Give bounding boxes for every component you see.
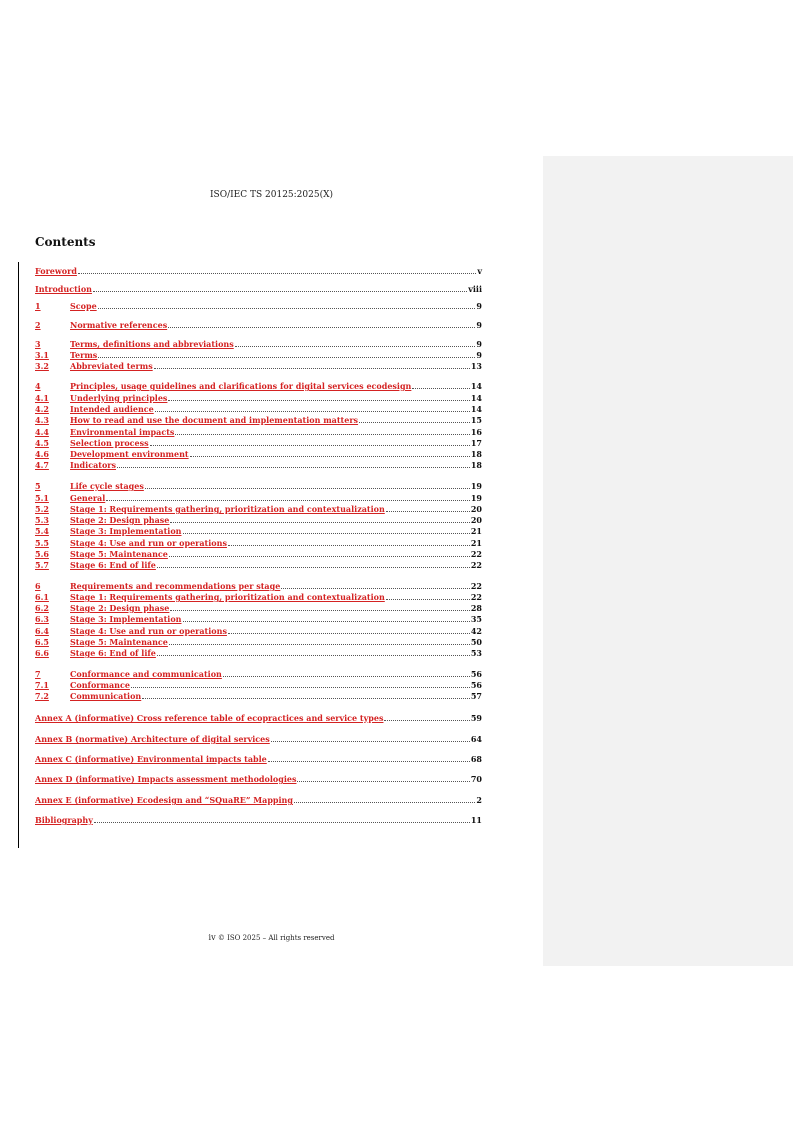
toc-entry-title: Annex D (informative) Impacts assessment methodologies [35,775,297,784]
toc-entry[interactable] [35,450,482,459]
toc-entry-page: 14 [470,393,482,403]
toc-entry[interactable] [35,405,482,414]
toc-dot-leader [98,357,475,358]
toc-entry-title: Stage 5: Maintenance [70,550,168,559]
toc-entry-title: Foreword [35,267,77,276]
toc-entry-link[interactable] [35,505,471,514]
toc-entry-link[interactable] [35,582,471,591]
toc-entry-title: Stage 6: End of life [70,561,156,570]
toc-entry[interactable] [35,362,482,371]
toc-entry-page: 22 [470,549,482,559]
toc-dot-leader [412,388,469,389]
toc-entry[interactable] [35,516,482,525]
toc-entry-number: 3 [35,340,41,349]
toc-dot-leader [93,291,467,292]
toc-entry-page: viii [468,284,482,294]
toc-entry-title: Environmental impacts [70,428,175,437]
toc-dot-leader [131,687,470,688]
toc-entry-number: 5.6 [35,550,49,559]
toc-entry[interactable] [35,302,482,311]
toc-entry[interactable] [35,416,482,425]
toc-entry-title: Stage 5: Maintenance [70,638,168,647]
toc-entry-number: 3.1 [35,351,49,360]
toc-dot-leader [359,422,470,423]
toc-entry-title: Stage 2: Design phase [70,516,170,525]
toc-entry-page: 9 [476,320,482,330]
toc-entry[interactable] [35,550,482,559]
toc-entry-link[interactable] [35,285,468,294]
toc-entry-page: 22 [470,560,482,570]
toc-entry-link[interactable] [35,302,476,311]
toc-entry-page: 9 [476,350,482,360]
toc-entry-title: Intended audience [70,405,154,414]
toc-entry-number: 5.4 [35,527,49,536]
toc-dot-leader [168,400,469,401]
revision-change-bar [18,262,19,848]
toc-dot-leader [169,556,470,557]
toc-entry[interactable] [35,775,482,784]
toc-entry-title: Introduction [35,285,92,294]
toc-entry-link[interactable] [35,494,471,503]
toc-entry-title: Terms [70,351,98,360]
toc-entry[interactable] [35,285,482,294]
toc-dot-leader [78,273,476,274]
toc-entry[interactable] [35,692,482,701]
toc-entry-page: 2 [476,795,482,805]
toc-entry-number: 6.3 [35,615,49,624]
toc-entry-link[interactable] [35,516,471,525]
toc-entry-page: 18 [470,449,482,459]
toc-entry[interactable] [35,539,482,548]
toc-entry[interactable] [35,394,482,403]
toc-entry-number: 4.1 [35,394,49,403]
toc-entry-link[interactable] [35,604,471,613]
toc-entry-page: 22 [470,581,482,591]
toc-entry-title: Life cycle stages [70,482,144,491]
toc-entry-title: Selection process [70,439,149,448]
toc-dot-leader [150,445,470,446]
toc-entry-link[interactable] [35,692,471,701]
toc-entry-number: 5.2 [35,505,49,514]
toc-entry[interactable] [35,627,482,636]
toc-dot-leader [94,822,470,823]
toc-entry[interactable] [35,593,482,602]
toc-entry-title: General [70,494,106,503]
toc-dot-leader [228,633,470,634]
document-header: ISO/IEC TS 20125:2025(X) [209,190,334,200]
toc-entry[interactable] [35,267,482,276]
toc-entry-number: 6.1 [35,593,49,602]
toc-entry-number: 5.3 [35,516,49,525]
toc-dot-leader [154,368,470,369]
toc-entry-link[interactable] [35,775,471,784]
toc-dot-leader [297,781,469,782]
toc-entry-number: 1 [35,302,41,311]
toc-dot-leader [271,741,470,742]
toc-entry-page: 14 [470,404,482,414]
toc-entry[interactable] [35,582,482,591]
toc-entry-title: Annex E (informative) Ecodesign and “SQuaRE” Mapping [35,796,293,805]
toc-entry-link[interactable] [35,340,476,349]
toc-entry[interactable] [35,755,482,764]
toc-dot-leader [168,327,475,328]
toc-entry-link[interactable] [35,796,476,805]
toc-entry-page: v [477,266,482,276]
toc-entry-title: Stage 4: Use and run or operations [70,627,227,636]
toc-entry-title: Stage 3: Implementation [70,615,182,624]
toc-entry-page: 13 [470,361,482,371]
toc-entry-page: 20 [470,515,482,525]
toc-dot-leader [157,567,470,568]
toc-entry-link[interactable] [35,755,471,764]
toc-entry-title: Normative references [70,321,168,330]
toc-entry-number: 6 [35,582,41,591]
toc-entry-page: 57 [470,691,482,701]
toc-entry-link[interactable] [35,382,471,391]
toc-entry-link[interactable] [35,405,471,414]
toc-entry-link[interactable] [35,561,471,570]
toc-entry-number: 7.2 [35,692,49,701]
toc-dot-leader [175,434,469,435]
toc-entry-page: 16 [470,427,482,437]
toc-entry-page: 68 [470,754,482,764]
toc-entry-title: Communication [70,692,142,701]
toc-entry-link[interactable] [35,539,471,548]
toc-entry-page: 9 [476,301,482,311]
toc-entry[interactable] [35,615,482,624]
toc-entry-page: 15 [470,415,482,425]
toc-entry-link[interactable] [35,351,476,360]
toc-entry-link[interactable] [35,527,471,536]
toc-entry[interactable] [35,382,482,391]
toc-entry-page: 56 [470,669,482,679]
toc-entry-page: 56 [470,680,482,690]
toc-entry[interactable] [35,428,482,437]
toc-entry-link[interactable] [35,461,471,470]
toc-entry-title: Annex B (normative) Architecture of digital services [35,735,270,744]
toc-entry-link[interactable] [35,428,471,437]
toc-entry-page: 21 [470,538,482,548]
toc-entry-number: 4.6 [35,450,49,459]
toc-dot-leader [386,511,470,512]
toc-entry-title: Scope [70,302,97,311]
toc-entry[interactable] [35,351,482,360]
toc-entry-page: 14 [470,381,482,391]
toc-entry-page: 21 [470,526,482,536]
toc-dot-leader [190,456,470,457]
toc-entry-title: Stage 1: Requirements gathering, prioritization and contextualization [70,593,385,602]
footer-copyright: © ISO 2025 – All rights reserved [217,934,335,942]
toc-dot-leader [142,698,470,699]
toc-entry-title: Bibliography [35,816,93,825]
toc-entry-title: Stage 4: Use and run or operations [70,539,227,548]
toc-entry-number: 5.1 [35,494,49,503]
toc-entry-title: How to read and use the document and implementation matters [70,416,359,425]
toc-entry-title: Terms, definitions and abbreviations [70,340,234,349]
toc-entry[interactable] [35,638,482,647]
toc-entry-number: 5 [35,482,41,491]
toc-entry-number: 4.3 [35,416,49,425]
toc-dot-leader [294,802,475,803]
toc-dot-leader [223,676,470,677]
toc-entry[interactable] [35,561,482,570]
toc-entry-link[interactable] [35,681,471,690]
toc-entry-link[interactable] [35,593,471,602]
toc-entry-title: Annex C (informative) Environmental impacts table [35,755,267,764]
toc-entry-page: 11 [470,815,482,825]
toc-entry-title: Stage 1: Requirements gathering, prioritization and contextualization [70,505,385,514]
toc-entry[interactable] [35,494,482,503]
toc-dot-leader [145,488,470,489]
toc-entry-title: Annex A (informative) Cross reference table of ecopractices and service types [35,714,384,723]
toc-dot-leader [235,346,476,347]
toc-entry-number: 6.6 [35,649,49,658]
toc-entry[interactable] [35,482,482,491]
toc-entry-number: 7.1 [35,681,49,690]
toc-entry-link[interactable] [35,714,471,723]
toc-entry-number: 4.4 [35,428,49,437]
toc-entry-number: 4.2 [35,405,49,414]
toc-dot-leader [117,467,470,468]
toc-entry-link[interactable] [35,362,471,371]
toc-dot-leader [170,610,469,611]
toc-entry[interactable] [35,604,482,613]
toc-entry[interactable] [35,816,482,825]
comment-pane [543,156,793,966]
toc-entry-link[interactable] [35,615,471,624]
toc-entry-title: Stage 3: Implementation [70,527,182,536]
toc-entry-page: 50 [470,637,482,647]
toc-entry-title: Underlying principles [70,394,168,403]
toc-entry-link[interactable] [35,416,471,425]
toc-entry[interactable] [35,714,482,723]
toc-entry-title: Conformance [70,681,130,690]
toc-entry-title: Stage 6: End of life [70,649,156,658]
toc-entry-number: 3.2 [35,362,49,371]
toc-dot-leader [281,588,470,589]
toc-entry-link[interactable] [35,267,477,276]
toc-entry-page: 53 [470,648,482,658]
toc-entry-link[interactable] [35,394,471,403]
toc-entry-number: 6.5 [35,638,49,647]
toc-entry-link[interactable] [35,638,471,647]
toc-entry-number: 4 [35,382,41,391]
toc-entry-page: 20 [470,504,482,514]
toc-entry[interactable] [35,340,482,349]
page-footer [0,933,543,942]
toc-entry-title: Development environment [70,450,189,459]
toc-entry-title: Principles, usage guidelines and clarifications for digital services ecodesign [70,382,412,391]
toc-entry-title: Indicators [70,461,116,470]
toc-entry-page: 9 [476,339,482,349]
toc-dot-leader [384,720,469,721]
toc-entry-link[interactable] [35,450,471,459]
toc-entry-link[interactable] [35,550,471,559]
toc-entry-page: 28 [470,603,482,613]
toc-entry-page: 19 [470,493,482,503]
footer-page-number: iv [208,933,216,942]
toc-entry-number: 4.5 [35,439,49,448]
toc-dot-leader [157,655,470,656]
toc-dot-leader [106,500,470,501]
toc-entry[interactable] [35,681,482,690]
toc-entry-number: 6.2 [35,604,49,613]
toc-entry-title: Abbreviated terms [70,362,153,371]
toc-entry-number: 6.4 [35,627,49,636]
toc-entry-link[interactable] [35,439,471,448]
toc-entry[interactable] [35,321,482,330]
toc-entry-link[interactable] [35,670,471,679]
toc-entry-page: 22 [470,592,482,602]
toc-entry[interactable] [35,796,482,805]
toc-entry-number: 7 [35,670,41,679]
toc-dot-leader [98,308,476,309]
toc-entry-page: 42 [470,626,482,636]
toc-dot-leader [170,522,469,523]
toc-entry[interactable] [35,527,482,536]
toc-entry-number: 5.5 [35,539,49,548]
toc-entry-link[interactable] [35,735,471,744]
toc-entry[interactable] [35,439,482,448]
toc-dot-leader [183,533,470,534]
toc-entry-page: 70 [470,774,482,784]
toc-dot-leader [155,411,470,412]
toc-entry-link[interactable] [35,649,471,658]
toc-entry-page: 64 [470,734,482,744]
toc-entry-page: 59 [470,713,482,723]
toc-entry-title: Stage 2: Design phase [70,604,170,613]
toc-entry-number: 2 [35,321,41,330]
toc-entry[interactable] [35,649,482,658]
toc-entry-number: 4.7 [35,461,49,470]
contents-title: Contents [35,235,96,249]
toc-dot-leader [169,644,470,645]
toc-entry-page: 18 [470,460,482,470]
toc-entry[interactable] [35,670,482,679]
toc-entry-page: 19 [470,481,482,491]
toc-entry-number: 5.7 [35,561,49,570]
toc-entry-link[interactable] [35,816,471,825]
toc-entry-title: Conformance and communication [70,670,222,679]
toc-dot-leader [268,761,470,762]
toc-entry-title: Requirements and recommendations per stage [70,582,281,591]
toc-entry-link[interactable] [35,482,471,491]
toc-entry-link[interactable] [35,321,476,330]
toc-entry[interactable] [35,505,482,514]
toc-dot-leader [386,599,470,600]
toc-entry-page: 35 [470,614,482,624]
toc-dot-leader [228,545,470,546]
toc-entry[interactable] [35,735,482,744]
toc-entry-page: 17 [470,438,482,448]
toc-entry[interactable] [35,461,482,470]
toc-entry-link[interactable] [35,627,471,636]
toc-dot-leader [183,621,470,622]
